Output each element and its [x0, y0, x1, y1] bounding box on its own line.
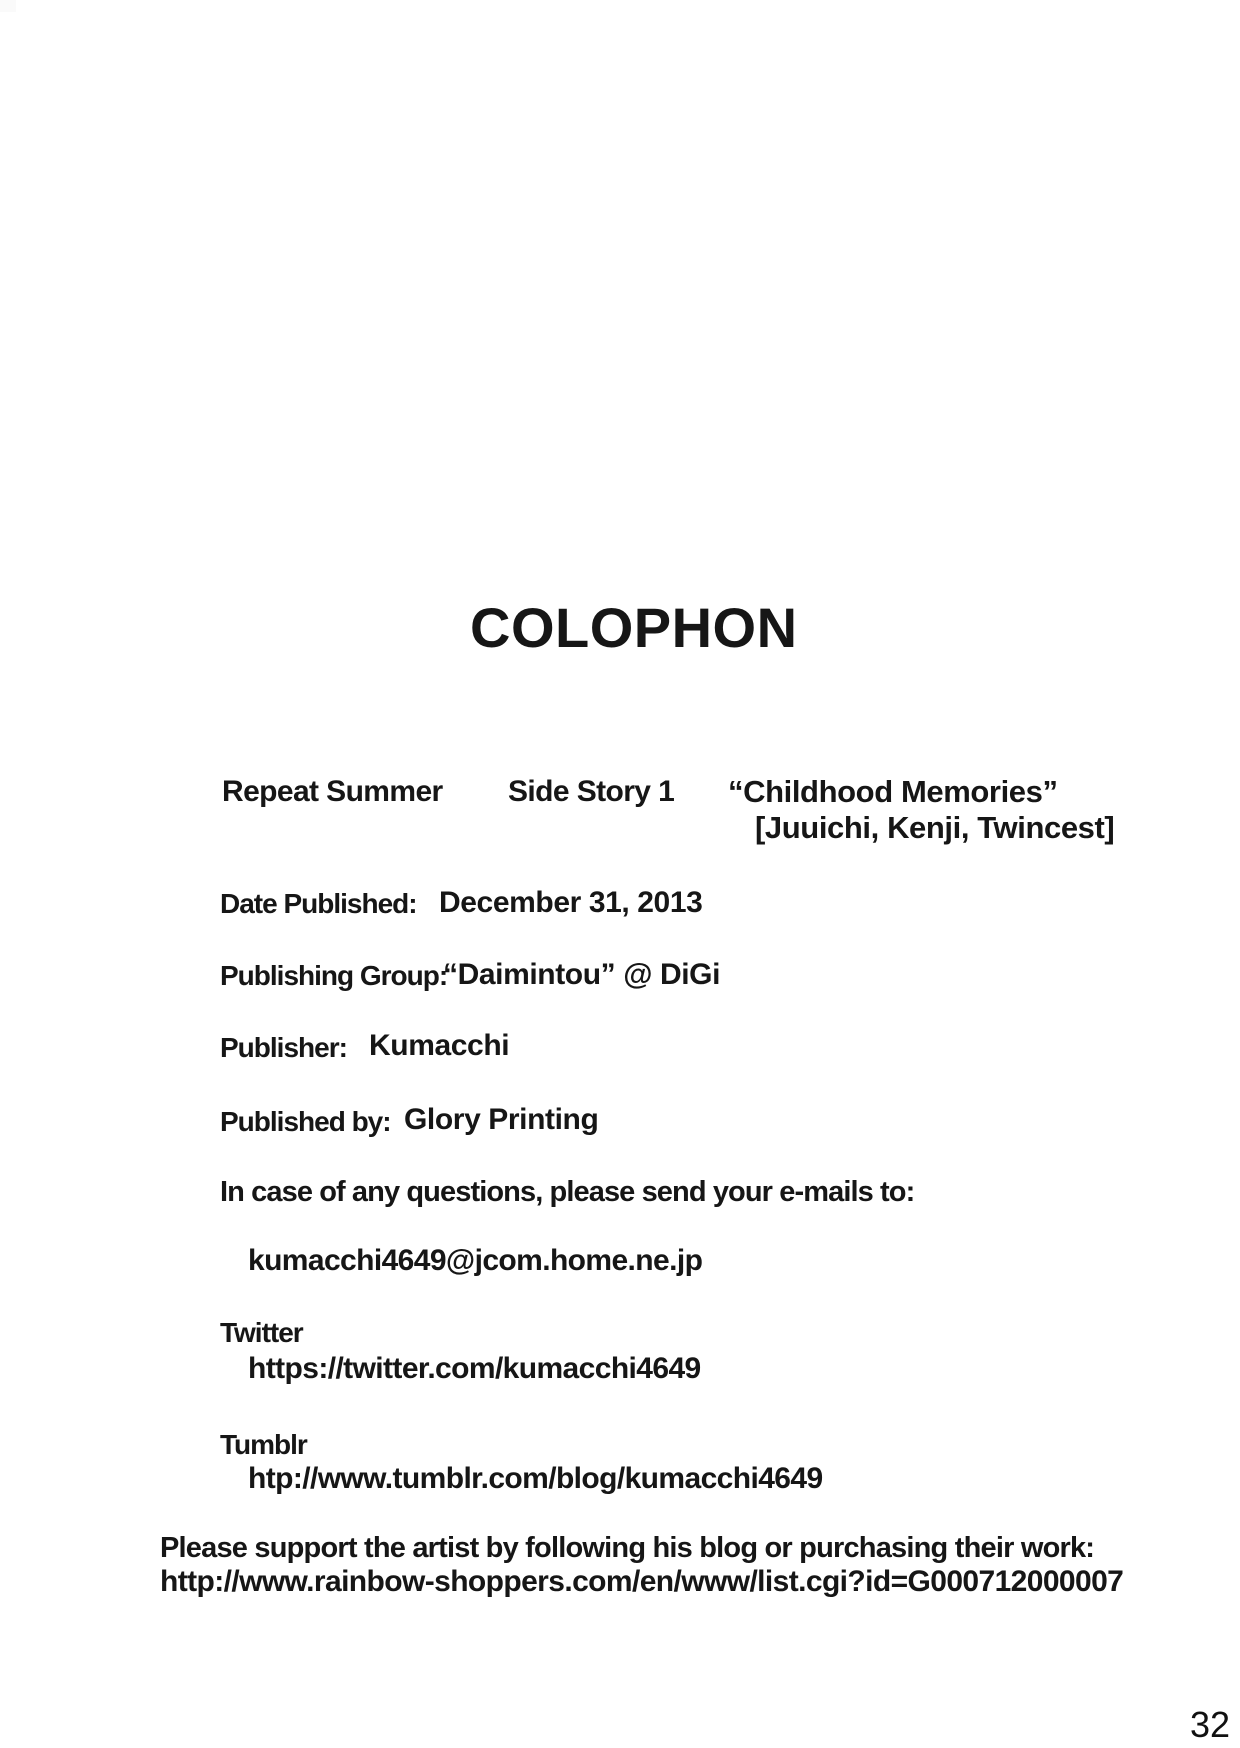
support-message: Please support the artist by following his blog or purchasing their work:	[160, 1532, 1095, 1564]
publisher-value: Kumacchi	[369, 1029, 510, 1062]
publisher-label: Publisher:	[220, 1032, 347, 1063]
publishing-group-value: “Daimintou” @ DiGi	[443, 958, 721, 991]
contact-email: kumacchi4649@jcom.home.ne.jp	[248, 1244, 703, 1277]
series-title: Repeat Summer	[222, 775, 443, 808]
tumblr-url: htp://www.tumblr.com/blog/kumacchi4649	[248, 1462, 823, 1495]
publishing-group-label: Publishing Group:	[220, 960, 448, 991]
tumblr-label: Tumblr	[220, 1429, 307, 1460]
date-published-value: December 31, 2013	[439, 886, 703, 919]
character-tags: [Juuichi, Kenji, Twincest]	[755, 810, 1115, 845]
page-title: COLOPHON	[470, 596, 798, 659]
date-published-label: Date Published:	[220, 888, 417, 919]
twitter-label: Twitter	[220, 1317, 303, 1348]
support-shop-url: http://www.rainbow-shoppers.com/en/www/list.cgi?id=G000712000007	[160, 1565, 1124, 1598]
printed-by-value: Glory Printing	[404, 1103, 599, 1136]
twitter-url: https://twitter.com/kumacchi4649	[248, 1352, 701, 1385]
printed-by-label: Published by:	[220, 1106, 391, 1137]
episode-title: “Childhood Memories”	[728, 774, 1058, 809]
scan-artifact	[0, 0, 16, 12]
page-number: 32	[1190, 1704, 1231, 1745]
contact-intro: In case of any questions, please send your e-mails to:	[220, 1176, 915, 1208]
story-label: Side Story 1	[508, 775, 675, 808]
